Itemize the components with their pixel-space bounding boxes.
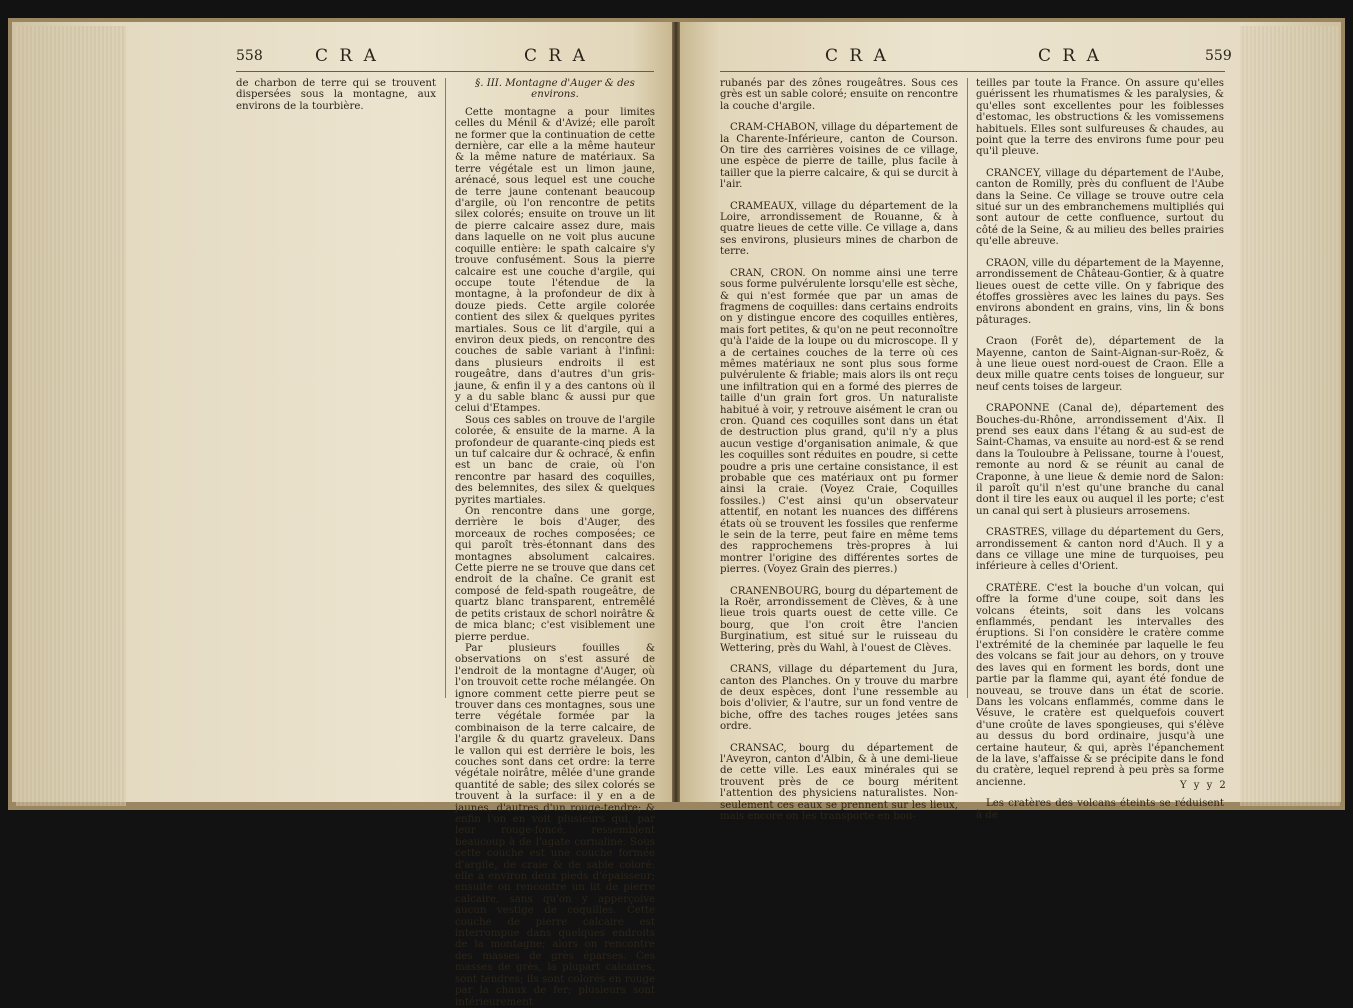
- left-header-rule: [236, 71, 654, 72]
- left-page-number: 558: [236, 48, 263, 64]
- dictionary-entry: CRAPONNE (Canal de), département des Bouches-du-Rhône, arrondissement d'Aix. Il prend ses eaux dans l'étang & au sud-est de Saint-Chamas, va ensuite au nord-est & se rend dans la Touloubre à Pelissane, tourne à l'ouest, remonte au nord & se réunit au canal de Craponne, à une lieue & demie nord de Salon: il paroît qu'il n'est qu'une branche du canal dont il tire les eaux ou auquel il les porte; c'est un canal qui sert à plusieurs arrosemens.: [976, 403, 1224, 517]
- open-book: [8, 18, 1345, 1008]
- left-running-head-a: C R A: [315, 46, 379, 66]
- left-running-head-b: C R A: [524, 46, 588, 66]
- dictionary-entry: CRANENBOURG, bourg du département de la Roër, arrondissement de Clèves, & à une lieue trois quarts ouest de cette ville. Ce bourg, que l'on croit être l'ancien Burginatium, est situé sur le ruisseau du Wettering, près du Wahl, à l'ouest de Clèves.: [720, 585, 958, 654]
- paragraph: Cette montagne a pour limites celles du Ménil & d'Avizé; elle paroît ne former que la continuation de cette dernière, car elle a la même hauteur & la même nature de matériaux. Sa terre végétale est un limon jaune, arénacé, sous lequel est une couche de terre jaune contenant beaucoup d'argile, où l'on rencontre de petits silex colorés; ensuite on trouve un lit de pierre calcaire assez dure, mais dans laquelle on ne voit plus aucune coquille entière: le spath calcaire s'y trouve confusément. Sous la pierre calcaire est une couche d'argile, qui occupe toute l'étendue de la montagne, à la profondeur de dix à douze pieds. Cette argile colorée contient des silex & quelques pyrites martiales. Sous ce lit d'argile, qui a environ deux pieds, on rencontre des couches de sable variant à l'infini: dans plusieurs endroits il est rougeâtre, dans d'autres d'un gris-jaune, & enfin il y a des cantons où il y a du sable blanc & aussi pur que celui d'Etampes.: [455, 106, 655, 415]
- dictionary-entry: CRANSAC, bourg du département de l'Aveyron, canton d'Albin, & à une demi-lieue de cette ville. Les eaux minérales qui se trouvent près de ce bourg méritent l'attention des physiciens naturalistes. Non-seulement ces eaux se prennent sur les lieux, mais encore on les transporte en bou-: [720, 742, 958, 822]
- column-divider: [445, 78, 446, 698]
- right-running-head-b: C R A: [1038, 46, 1102, 66]
- right-page-edges: [1240, 26, 1340, 806]
- dictionary-entry: CRASTRES, village du département du Gers, arrondissement & canton nord d'Auch. Il y a dans ce village une mine de turquoises, peu inférieure à celles d'Orient.: [976, 527, 1224, 573]
- dictionary-entry: Craon (Forêt de), département de la Mayenne, canton de Saint-Aignan-sur-Roëz, & à une lieue ouest nord-ouest de Craon. Elle a deux mille quatre cents toises de longueur, sur neuf cents toises de largeur.: [976, 336, 1224, 393]
- book-gutter: [672, 22, 680, 802]
- paragraph: de charbon de terre qui se trouvent dispersées sous la montagne, aux environs de la tourbière.: [236, 78, 436, 112]
- paragraph: rubanés par des zônes rougeâtres. Sous ces grès est un sable coloré; ensuite on rencontre la couche d'argile.: [720, 78, 958, 112]
- left-column-2: [455, 78, 655, 1008]
- paragraph: Par plusieurs fouilles & observations on s'est assuré de l'endroit de la montagne d'Auger, où l'on trouvoit cette roche mélangée. On ignore comment cette pierre peut se trouver dans ces montagnes, sous une terre végétale formée par la combinaison de la terre calcaire, de l'argile & du quartz graveleux. Dans le vallon qui est derrière le bois, les couches sont dans cet ordre: la terre végétale noirâtre, mêlée d'une grande quantité de sable; des silex colorés se trouvent à la surface: il y en a de jaunes, d'autres d'un rouge-tendre; & enfin l'on en voit plusieurs qui, par leur rouge-foncé, ressemblent beaucoup à de l'agate cornaline. Sous cette couche est une couche formée d'argile, de craie & de sable coloré: elle a environ deux pieds d'épaisseur; ensuite on rencontre un lit de pierre calcaire, sans qu'on y apperçoive aucun vestige de coquilles. Cette couche de pierre calcaire est interrompue dans quelques endroits de la montagne; alors on rencontre des masses de grès éparses. Ces masses de grès, la plupart calcaires, sont tendres; ils sont colorés en rouge par la chaux de fer; plusieurs sont intérieurement: [455, 642, 655, 1008]
- left-page-edges: [16, 26, 126, 806]
- paragraph: Les cratères des volcans éteints se réduisent à de: [976, 798, 1224, 821]
- right-header-rule: [720, 71, 1225, 72]
- column-divider: [967, 78, 968, 698]
- right-column-1: [720, 78, 958, 822]
- dictionary-entry: CRAM-CHABON, village du département de la Charente-Inférieure, canton de Courson. On tire des carrières voisines de ce village, une espèce de pierre de taille, plus facile à tailler que la pierre calcaire, & qui se durcit à l'air.: [720, 122, 958, 191]
- dictionary-entry: CRAON, ville du département de la Mayenne, arrondissement de Château-Gontier, & à quatre lieues ouest de cette ville. On y fabrique des étoffes grossières avec les laines du pays. Ses environs abondent en grains, vins, lin & bons pâturages.: [976, 257, 1224, 326]
- paragraph: teilles par toute la France. On assure qu'elles guérissent les rhumatismes & les paralysies, & qu'elles sont excellentes pour les foiblesses d'estomac, les obstructions & les vomissemens habituels. Elles sont sulfureuses & chaudes, au point que la terre des environs fume pour peu qu'il pleuve.: [976, 78, 1224, 158]
- right-column-2: [976, 78, 1224, 821]
- dictionary-entry: CRANS, village du département du Jura, canton des Planches. On y trouve du marbre de deux espèces, dont l'une ressemble au bois d'olivier, & l'autre, sur un fond ventre de biche, offre des taches rouges jetées sans ordre.: [720, 664, 958, 733]
- left-column-1: [236, 78, 436, 112]
- right-running-head-a: C R A: [825, 46, 889, 66]
- section-heading: §. III. Montagne d'Auger & des environs.: [475, 78, 635, 101]
- signature-mark: Y y y 2: [1180, 780, 1228, 791]
- dictionary-entry: CRAMEAUX, village du département de la Loire, arrondissement de Rouanne, & à quatre lieues de cette ville. Ce village a, dans ses environs, plusieurs mines de charbon de terre.: [720, 200, 958, 258]
- paragraph: Sous ces sables on trouve de l'argile colorée, & ensuite de la marne. A la profondeur de quarante-cinq pieds est un tuf calcaire dur & ochracé, & enfin est un banc de craie, où l'on rencontre par hasard des coquilles, des belemnites, des silex & quelques pyrites martiales.: [455, 414, 655, 506]
- right-page-number: 559: [1205, 48, 1232, 64]
- dictionary-entry: CRANCEY, village du département de l'Aube, canton de Romilly, près du confluent de l'Aube dans la Seine. Ce village se trouve outre cela situé sur un des embranchemens multipliés qui sont autour de cette confluence, surtout du côté de la Seine, & au milieu des belles prairies qu'elle abreuve.: [976, 167, 1224, 248]
- left-page: [12, 22, 672, 1008]
- dictionary-entry: CRAN, CRON. On nomme ainsi une terre sous forme pulvérulente lorsqu'elle est sèche, & qui n'est formée que par un amas de fragmens de coquilles: dans certains endroits on y distingue encore des coquilles entières, mais fort petites, & qu'on ne peut reconnoître qu'à l'aide de la loupe ou du microscope. Il y a de certaines couches de la terre où ces mêmes matériaux ne sont plus sous forme pulvérulente & friable; mais alors ils ont reçu une infiltration qui en a formé des pierres de taille d'un grain fort gros. Un naturaliste habitué à voir, y retrouve aisément le cran ou cron. Quand ces coquilles sont dans un état de destruction plus grand, qu'il n'y a plus aucun vestige d'organisation animale, & que les coquilles sont réduites en poudre, si cette poudre a pris une certaine consistance, il est probable que ces matériaux ont pu former ainsi la craie. (Voyez Craie, Coquilles fossiles.) C'est ainsi qu'un observateur attentif, en notant les nuances des différens états où se trouvent les fossiles que renferme le sein de la terre, peut faire en même tems des rapprochemens très-propres à lui montrer l'origine des différentes sortes de pierres. (Voyez Grain des pierres.): [720, 267, 958, 576]
- right-page: [680, 22, 1341, 822]
- paragraph: On rencontre dans une gorge, derrière le bois d'Auger, des morceaux de roches composées; ce qui paroît très-étonnant dans des montagnes absolument calcaires. Cette pierre ne se trouve que dans cet endroit de la chaîne. Ce granit est composé de feld-spath rougeâtre, de quartz blanc transparent, entremêlé de petits cristaux de schorl noirâtre & de mica blanc; c'est visiblement une pierre perdue.: [455, 506, 655, 643]
- dictionary-entry: CRATÈRE. C'est la bouche d'un volcan, qui offre la forme d'une coupe, soit dans les volcans éteints, soit dans les volcans enflammés, pendant les intervalles des éruptions. Si l'on considère le cratère comme l'extrémité de la cheminée par laquelle le feu des volcans se fait jour au dehors, on y trouve des laves qui en forment les bords, dont une partie par la flamme qui, ayant été fondue de nouveau, se trouve dans un état de scorie. Dans les volcans enflammés, comme dans le Vésuve, le cratère est quelquefois couvert d'une croûte de laves spongieuses, qui s'élève au dessus du bord ordinaire, jusqu'à une certaine hauteur, & qui, après l'épanchement de la lave, s'affaisse & se précipite dans le fond du cratère, lequel reprend à peu près sa forme ancienne.: [976, 582, 1224, 788]
